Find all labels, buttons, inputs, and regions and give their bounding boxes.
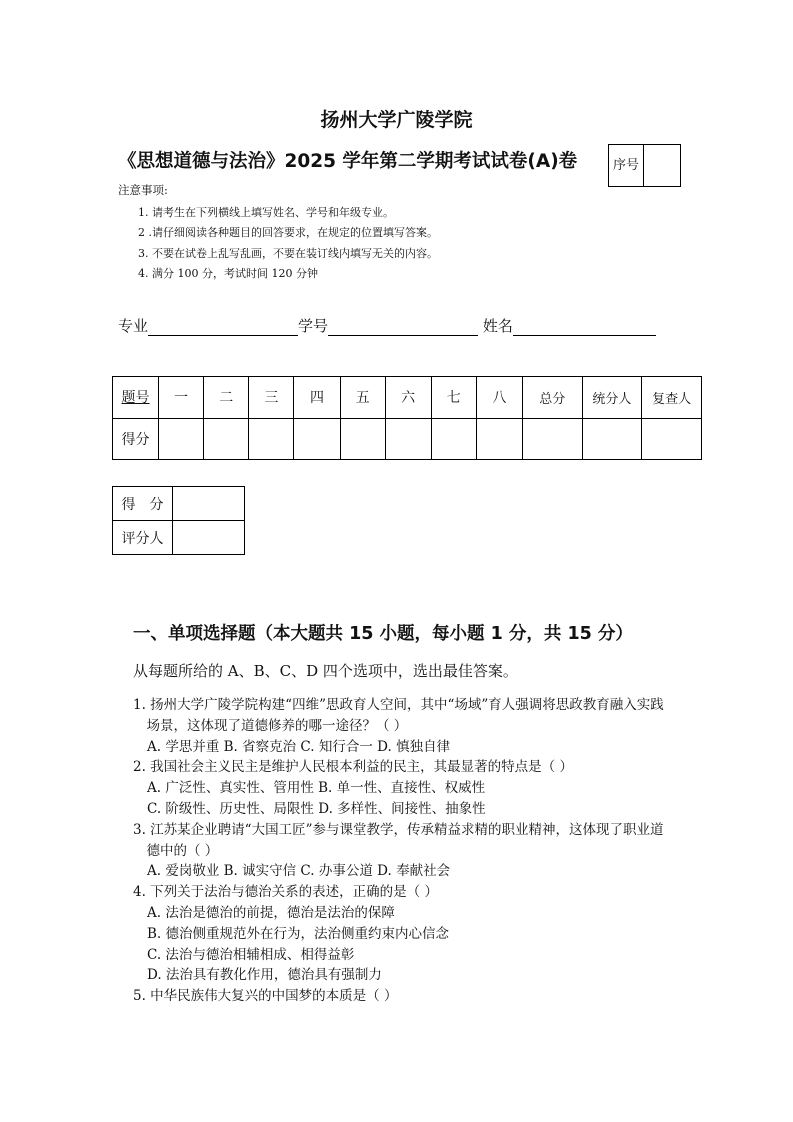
serial-box <box>608 144 681 187</box>
score-cell[interactable] <box>204 418 249 460</box>
score-header: 二 <box>204 377 249 419</box>
major-field[interactable] <box>148 319 298 336</box>
score-header: 五 <box>340 377 385 419</box>
score-header: 四 <box>294 377 340 419</box>
question-text: 1. 扬州大学广陵学院构建“四维”思政育人空间，其中“场域”育人强调将思政教育融入实践 <box>133 697 664 713</box>
notice-item: 1. 请考生在下列横线上填写姓名、学号和年级专业。 <box>138 206 394 219</box>
question-text: 德中的（ ） <box>133 842 219 859</box>
question-option: B. 德治侧重规范外在行为，法治侧重约束内心信念 <box>147 925 450 942</box>
student-info <box>118 315 656 336</box>
score-header: 三 <box>249 377 294 419</box>
score-cell[interactable] <box>431 418 476 460</box>
question-option: C. 阶级性、历史性、局限性 D. 多样性、间接性、抽象性 <box>147 801 486 817</box>
section-heading: 一、单项选择题（本大题共 15 小题，每小题 1 分，共 15 分） <box>133 624 633 644</box>
question-text: 2. 我国社会主义民主是维护人民根本利益的民主，其最显著的特点是（ ） <box>133 759 573 776</box>
score-header: 六 <box>385 377 431 419</box>
notice-heading: 注意事项: <box>118 183 168 197</box>
name-label: 姓名 <box>482 317 513 335</box>
serial-field[interactable] <box>644 145 681 187</box>
question-text: 4. 下列关于法治与德治关系的表述，正确的是（ ） <box>133 884 438 901</box>
score-header: 题号 <box>113 377 159 419</box>
school-name: 扬州大学广陵学院 <box>320 109 473 131</box>
grader-label: 评分人 <box>113 521 173 555</box>
grader-field[interactable] <box>173 521 245 555</box>
question-text: 5. 中华民族伟大复兴的中国梦的本质是（ ） <box>133 988 398 1005</box>
score-row-label: 得分 <box>113 418 159 460</box>
question-text: 3. 江苏某企业聘请“大国工匠”参与课堂教学，传承精益求精的职业精神，这体现了职业道 <box>133 821 664 838</box>
score-header: 七 <box>431 377 476 419</box>
section-instruction: 从每题所给的 A、B、C、D 四个选项中，选出最佳答案。 <box>133 662 518 680</box>
score-cell[interactable] <box>294 418 340 460</box>
question-option: A. 广泛性、真实性、管用性 B. 单一性、直接性、权威性 <box>147 780 486 797</box>
score-cell[interactable] <box>385 418 431 460</box>
score-cell[interactable] <box>340 418 385 460</box>
id-field[interactable] <box>328 319 478 336</box>
question-option: A. 爱岗敬业 B. 诚实守信 C. 办事公道 D. 奉献社会 <box>147 863 451 880</box>
score-header: 总分 <box>522 377 582 419</box>
notice-item: 2 .请仔细阅读各种题目的回答要求，在规定的位置填写答案。 <box>138 226 438 239</box>
score-cell[interactable] <box>642 418 702 460</box>
notice-item: 4. 满分 100 分，考试时间 120 分钟 <box>138 267 318 280</box>
score-header: 八 <box>476 377 522 419</box>
score-header: 一 <box>159 377 204 419</box>
score-cell[interactable] <box>249 418 294 460</box>
score-label: 得 分 <box>113 487 173 521</box>
score-header: 统分人 <box>582 377 642 419</box>
question-option: A. 法治是德治的前提，德治是法治的保障 <box>147 905 395 921</box>
notice-item: 3. 不要在试卷上乱写乱画，不要在装订线内填写无关的内容。 <box>138 247 438 260</box>
score-cell[interactable] <box>159 418 204 460</box>
serial-label: 序号 <box>609 145 644 187</box>
question-option: C. 法治与德治相辅相成、相得益彰 <box>147 946 355 963</box>
score-header: 复查人 <box>642 377 702 419</box>
major-label: 专业 <box>118 317 149 335</box>
id-label: 学号 <box>298 317 329 335</box>
grader-table <box>112 486 245 555</box>
exam-title: 《思想道德与法治》2025 学年第二学期考试试卷(A)卷 <box>118 151 578 172</box>
question-option: A. 学思并重 B. 省察克治 C. 知行合一 D. 慎独自律 <box>147 738 451 755</box>
score-field[interactable] <box>173 487 245 521</box>
score-cell[interactable] <box>582 418 642 460</box>
question-option: D. 法治具有教化作用，德治具有强制力 <box>147 967 382 984</box>
question-text: 场景，这体现了道德修养的哪一途径？（ ） <box>133 717 408 734</box>
score-cell[interactable] <box>476 418 522 460</box>
score-cell[interactable] <box>522 418 582 460</box>
name-field[interactable] <box>513 319 656 336</box>
score-table <box>112 376 702 460</box>
